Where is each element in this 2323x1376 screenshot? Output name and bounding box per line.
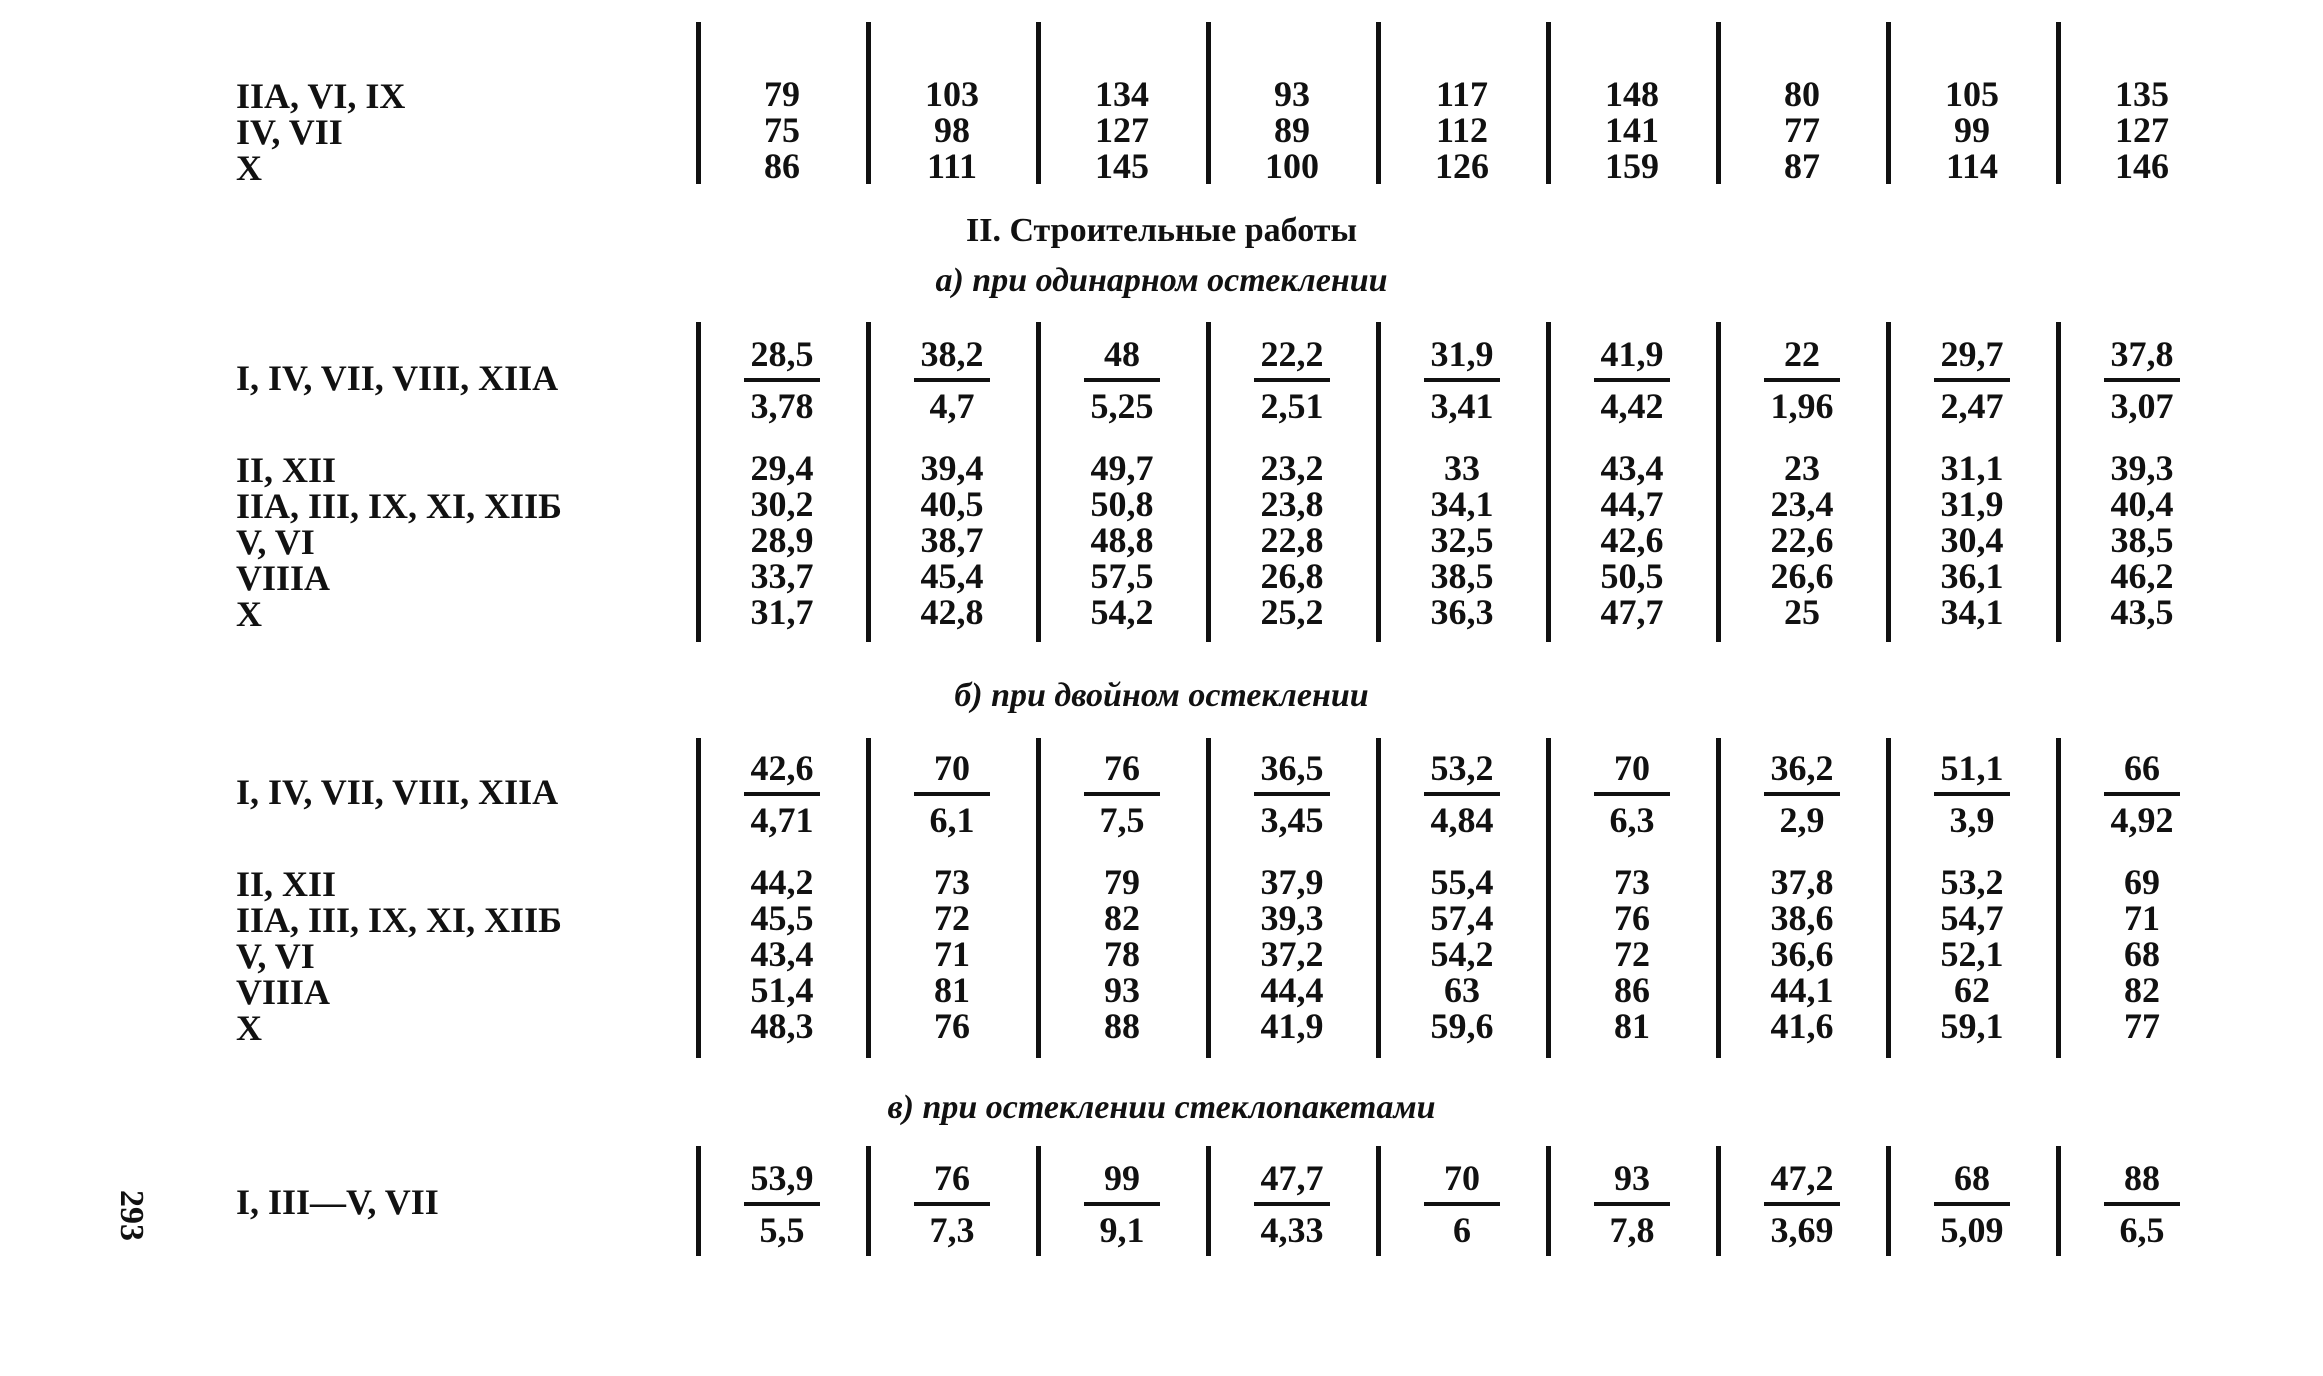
block-a-cell: 30,4 xyxy=(1940,520,2004,560)
block-c-fraction-bar xyxy=(1934,1202,2010,1206)
block-a-cell: 54,2 xyxy=(1090,592,1154,632)
block-b-fraction-denominator: 4,71 xyxy=(750,800,814,840)
block-a-cell: 29,4 xyxy=(750,448,814,488)
block-a-fraction-bar xyxy=(2104,378,2180,382)
block-a-column-rule xyxy=(1716,322,1721,642)
block-c-fraction-bar xyxy=(1254,1202,1330,1206)
block-a-fraction-denominator: 5,25 xyxy=(1090,386,1154,426)
block-a-cell: 32,5 xyxy=(1430,520,1494,560)
block-b-cell: 81 xyxy=(1614,1006,1650,1046)
top-block-cell: 86 xyxy=(764,146,800,186)
block-a-cell: 22,6 xyxy=(1770,520,1834,560)
block-a-column-rule xyxy=(696,322,701,642)
block-a-fraction-numerator: 29,7 xyxy=(1940,334,2004,374)
block-b-cell: 45,5 xyxy=(750,898,814,938)
block-a-cell: 23 xyxy=(1784,448,1820,488)
block-a-cell: 36,1 xyxy=(1940,556,2004,596)
top-block-cell: 79 xyxy=(764,74,800,114)
block-b-fraction-bar xyxy=(1934,792,2010,796)
block-b-cell: 55,4 xyxy=(1430,862,1494,902)
block-c-column-rule xyxy=(1036,1146,1041,1256)
block-b-fraction-numerator: 76 xyxy=(1104,748,1140,788)
block-b-cell: 52,1 xyxy=(1940,934,2004,974)
block-b-subtitle: б) при двойном остеклении xyxy=(954,677,1369,714)
block-a-cell: 44,7 xyxy=(1600,484,1664,524)
block-b-fraction-bar xyxy=(914,792,990,796)
block-b-cell: 72 xyxy=(934,898,970,938)
top-block-cell: 100 xyxy=(1265,146,1319,186)
top-block-cell: 99 xyxy=(1954,110,1990,150)
top-block-cell: 89 xyxy=(1274,110,1310,150)
block-b-fraction-numerator: 70 xyxy=(934,748,970,788)
block-b-cell: 62 xyxy=(1954,970,1990,1010)
block-a-fraction-numerator: 22 xyxy=(1784,334,1820,374)
block-a-column-rule xyxy=(1036,322,1041,642)
block-b-cell: 41,6 xyxy=(1770,1006,1834,1046)
block-b-fraction-bar xyxy=(1084,792,1160,796)
block-a-cell: 23,8 xyxy=(1260,484,1324,524)
block-c-column-rule xyxy=(1376,1146,1381,1256)
block-a-fraction-denominator: 3,78 xyxy=(750,386,814,426)
block-c-fraction-numerator: 99 xyxy=(1104,1158,1140,1198)
block-a-cell: 42,8 xyxy=(920,592,984,632)
top-block-cell: 105 xyxy=(1945,74,1999,114)
block-a-cell: 31,1 xyxy=(1940,448,2004,488)
block-b-cell: 44,2 xyxy=(750,862,814,902)
block-b-cell: 53,2 xyxy=(1940,862,2004,902)
block-b-fraction-denominator: 3,9 xyxy=(1949,800,1995,840)
block-a-fraction-denominator: 4,42 xyxy=(1600,386,1664,426)
block-b-cell: 43,4 xyxy=(750,934,814,974)
block-a-cell: 50,8 xyxy=(1090,484,1154,524)
block-a-cell: 57,5 xyxy=(1090,556,1154,596)
block-b-cell: 76 xyxy=(934,1006,970,1046)
block-a-row-label: V, VI xyxy=(236,522,315,562)
top-block-cell: 103 xyxy=(925,74,979,114)
block-a-fraction-numerator: 48 xyxy=(1104,334,1140,374)
page-number: 293 xyxy=(113,1190,150,1241)
top-block-row-label: IIA, VI, IX xyxy=(236,76,406,116)
block-b-row-label: V, VI xyxy=(236,936,315,976)
block-b-fraction-denominator: 6,3 xyxy=(1609,800,1655,840)
block-c-fraction-label: I, III—V, VII xyxy=(236,1182,439,1222)
block-b-cell: 79 xyxy=(1104,862,1140,902)
block-a-cell: 43,5 xyxy=(2110,592,2174,632)
top-block-cell: 93 xyxy=(1274,74,1310,114)
top-block-column-rule xyxy=(1716,22,1721,184)
block-c-fraction-denominator: 3,69 xyxy=(1770,1210,1834,1250)
block-b-cell: 71 xyxy=(934,934,970,974)
block-b-cell: 76 xyxy=(1614,898,1650,938)
block-a-cell: 38,5 xyxy=(2110,520,2174,560)
block-b-cell: 71 xyxy=(2124,898,2160,938)
block-a-row-label: X xyxy=(236,594,262,634)
block-a-cell: 26,6 xyxy=(1770,556,1834,596)
block-b-column-rule xyxy=(696,738,701,1058)
block-b-fraction-bar xyxy=(1424,792,1500,796)
block-a-row-label: IIA, III, IX, XI, XIIБ xyxy=(236,486,562,526)
block-a-cell: 49,7 xyxy=(1090,448,1154,488)
block-b-cell: 51,4 xyxy=(750,970,814,1010)
block-b-fraction-bar xyxy=(1254,792,1330,796)
block-b-fraction-numerator: 53,2 xyxy=(1430,748,1494,788)
block-b-cell: 44,1 xyxy=(1770,970,1834,1010)
block-c-fraction-denominator: 7,8 xyxy=(1609,1210,1655,1250)
block-c-fraction-bar xyxy=(1764,1202,1840,1206)
block-b-cell: 59,1 xyxy=(1940,1006,2004,1046)
block-a-cell: 48,8 xyxy=(1090,520,1154,560)
block-a-fraction-bar xyxy=(1764,378,1840,382)
block-c-fraction-numerator: 88 xyxy=(2124,1158,2160,1198)
block-b-cell: 69 xyxy=(2124,862,2160,902)
block-b-cell: 48,3 xyxy=(750,1006,814,1046)
top-block-cell: 141 xyxy=(1605,110,1659,150)
top-block-cell: 148 xyxy=(1605,74,1659,114)
block-a-cell: 33 xyxy=(1444,448,1480,488)
top-block-cell: 75 xyxy=(764,110,800,150)
top-block-cell: 127 xyxy=(1095,110,1149,150)
top-block-column-rule xyxy=(1886,22,1891,184)
block-b-cell: 73 xyxy=(934,862,970,902)
block-b-cell: 93 xyxy=(1104,970,1140,1010)
block-b-cell: 88 xyxy=(1104,1006,1140,1046)
block-a-cell: 50,5 xyxy=(1600,556,1664,596)
block-b-column-rule xyxy=(1376,738,1381,1058)
block-c-fraction-numerator: 47,7 xyxy=(1260,1158,1324,1198)
block-b-fraction-numerator: 70 xyxy=(1614,748,1650,788)
block-b-cell: 68 xyxy=(2124,934,2160,974)
block-c-fraction-denominator: 5,5 xyxy=(759,1210,805,1250)
block-c-fraction-numerator: 68 xyxy=(1954,1158,1990,1198)
block-b-fraction-denominator: 7,5 xyxy=(1099,800,1145,840)
top-block-cell: 114 xyxy=(1945,146,1998,186)
top-block-cell: 135 xyxy=(2115,74,2169,114)
block-a-cell: 31,7 xyxy=(750,592,814,632)
block-b-fraction-denominator: 2,9 xyxy=(1779,800,1825,840)
block-b-fraction-numerator: 36,5 xyxy=(1260,748,1324,788)
top-block-row-label: IV, VII xyxy=(236,112,343,152)
block-b-cell: 54,2 xyxy=(1430,934,1494,974)
block-a-cell: 47,7 xyxy=(1600,592,1664,632)
block-b-column-rule xyxy=(1546,738,1551,1058)
block-b-fraction-bar xyxy=(744,792,820,796)
block-a-column-rule xyxy=(1376,322,1381,642)
block-a-cell: 36,3 xyxy=(1430,592,1494,632)
block-a-cell: 39,4 xyxy=(920,448,984,488)
block-b-cell: 38,6 xyxy=(1770,898,1834,938)
block-b-row-label: II, XII xyxy=(236,864,337,904)
top-block-column-rule xyxy=(866,22,871,184)
block-a-cell: 38,7 xyxy=(920,520,984,560)
block-a-cell: 23,4 xyxy=(1770,484,1834,524)
block-a-fraction-label: I, IV, VII, VIII, XIIA xyxy=(236,358,559,398)
block-b-cell: 73 xyxy=(1614,862,1650,902)
block-a-fraction-denominator: 2,47 xyxy=(1940,386,2004,426)
block-a-cell: 30,2 xyxy=(750,484,814,524)
block-a-column-rule xyxy=(1886,322,1891,642)
block-b-row-label: VIIIA xyxy=(236,972,331,1012)
block-a-row-label: VIIIA xyxy=(236,558,331,598)
block-c-fraction-denominator: 4,33 xyxy=(1260,1210,1324,1250)
block-b-fraction-numerator: 51,1 xyxy=(1940,748,2004,788)
block-b-cell: 59,6 xyxy=(1430,1006,1494,1046)
block-a-column-rule xyxy=(2056,322,2061,642)
block-b-cell: 72 xyxy=(1614,934,1650,974)
block-a-cell: 42,6 xyxy=(1600,520,1664,560)
block-b-cell: 54,7 xyxy=(1940,898,2004,938)
block-a-cell: 38,5 xyxy=(1430,556,1494,596)
block-b-column-rule xyxy=(866,738,871,1058)
block-b-fraction-bar xyxy=(1594,792,1670,796)
top-block-cell: 146 xyxy=(2115,146,2169,186)
block-a-cell: 23,2 xyxy=(1260,448,1324,488)
block-a-cell: 34,1 xyxy=(1940,592,2004,632)
block-a-fraction-denominator: 3,07 xyxy=(2110,386,2174,426)
block-a-column-rule xyxy=(1206,322,1211,642)
block-a-cell: 26,8 xyxy=(1260,556,1324,596)
block-a-fraction-numerator: 37,8 xyxy=(2110,334,2174,374)
block-c-column-rule xyxy=(1716,1146,1721,1256)
block-b-fraction-denominator: 6,1 xyxy=(929,800,975,840)
block-a-cell: 39,3 xyxy=(2110,448,2174,488)
block-a-fraction-bar xyxy=(1084,378,1160,382)
block-c-fraction-denominator: 7,3 xyxy=(929,1210,975,1250)
block-c-column-rule xyxy=(1886,1146,1891,1256)
block-a-fraction-numerator: 22,2 xyxy=(1260,334,1324,374)
block-b-cell: 39,3 xyxy=(1260,898,1324,938)
top-block-column-rule xyxy=(1036,22,1041,184)
block-a-fraction-numerator: 31,9 xyxy=(1430,334,1494,374)
block-b-fraction-label: I, IV, VII, VIII, XIIA xyxy=(236,772,559,812)
block-a-fraction-denominator: 2,51 xyxy=(1260,386,1324,426)
block-a-cell: 33,7 xyxy=(750,556,814,596)
block-a-fraction-bar xyxy=(744,378,820,382)
block-b-cell: 57,4 xyxy=(1430,898,1494,938)
block-c-fraction-numerator: 93 xyxy=(1614,1158,1650,1198)
block-c-fraction-bar xyxy=(2104,1202,2180,1206)
block-a-cell: 31,9 xyxy=(1940,484,2004,524)
top-block-cell: 112 xyxy=(1435,110,1488,150)
block-c-fraction-bar xyxy=(1084,1202,1160,1206)
block-c-fraction-numerator: 47,2 xyxy=(1770,1158,1834,1198)
block-b-cell: 37,2 xyxy=(1260,934,1324,974)
block-b-column-rule xyxy=(1886,738,1891,1058)
block-c-subtitle: в) при остеклении стеклопакетами xyxy=(887,1089,1436,1126)
block-b-cell: 36,6 xyxy=(1770,934,1834,974)
top-block-column-rule xyxy=(1206,22,1211,184)
block-b-cell: 37,9 xyxy=(1260,862,1324,902)
block-c-fraction-denominator: 5,09 xyxy=(1940,1210,2004,1250)
top-block-column-rule xyxy=(2056,22,2061,184)
block-a-fraction-denominator: 3,41 xyxy=(1430,386,1494,426)
block-a-cell: 46,2 xyxy=(2110,556,2174,596)
block-b-cell: 63 xyxy=(1444,970,1480,1010)
block-b-column-rule xyxy=(1716,738,1721,1058)
top-block-cell: 98 xyxy=(934,110,970,150)
block-b-fraction-denominator: 3,45 xyxy=(1260,800,1324,840)
block-c-column-rule xyxy=(1546,1146,1551,1256)
block-c-fraction-numerator: 70 xyxy=(1444,1158,1480,1198)
top-block-column-rule xyxy=(1546,22,1551,184)
block-a-cell: 40,4 xyxy=(2110,484,2174,524)
block-a-column-rule xyxy=(1546,322,1551,642)
block-b-fraction-bar xyxy=(2104,792,2180,796)
block-b-column-rule xyxy=(1036,738,1041,1058)
block-b-cell: 44,4 xyxy=(1260,970,1324,1010)
block-b-fraction-denominator: 4,84 xyxy=(1430,800,1494,840)
block-b-cell: 82 xyxy=(2124,970,2160,1010)
block-c-column-rule xyxy=(866,1146,871,1256)
top-block-column-rule xyxy=(696,22,701,184)
block-b-column-rule xyxy=(2056,738,2061,1058)
top-block-cell: 159 xyxy=(1605,146,1659,186)
block-a-cell: 22,8 xyxy=(1260,520,1324,560)
block-a-fraction-denominator: 1,96 xyxy=(1770,386,1834,426)
top-block-cell: 77 xyxy=(1784,110,1820,150)
block-c-fraction-bar xyxy=(744,1202,820,1206)
block-c-fraction-bar xyxy=(1424,1202,1500,1206)
block-b-fraction-numerator: 42,6 xyxy=(750,748,814,788)
top-block-cell: 111 xyxy=(926,146,978,186)
block-c-fraction-denominator: 6,5 xyxy=(2119,1210,2165,1250)
block-c-column-rule xyxy=(2056,1146,2061,1256)
block-a-fraction-numerator: 38,2 xyxy=(920,334,984,374)
block-b-fraction-bar xyxy=(1764,792,1840,796)
block-b-cell: 86 xyxy=(1614,970,1650,1010)
block-c-fraction-denominator: 9,1 xyxy=(1099,1210,1145,1250)
top-block-cell: 80 xyxy=(1784,74,1820,114)
top-block-column-rule xyxy=(1376,22,1381,184)
block-b-fraction-numerator: 66 xyxy=(2124,748,2160,788)
block-a-column-rule xyxy=(866,322,871,642)
block-a-cell: 45,4 xyxy=(920,556,984,596)
section-title: II. Строительные работы xyxy=(965,212,1358,249)
block-a-fraction-bar xyxy=(1934,378,2010,382)
block-b-cell: 78 xyxy=(1104,934,1140,974)
top-block-cell: 126 xyxy=(1435,146,1489,186)
block-b-cell: 37,8 xyxy=(1770,862,1834,902)
top-block-cell: 87 xyxy=(1784,146,1820,186)
block-b-column-rule xyxy=(1206,738,1211,1058)
block-b-row-label: X xyxy=(236,1008,262,1048)
block-b-fraction-denominator: 4,92 xyxy=(2110,800,2174,840)
top-block-row-label: X xyxy=(236,148,262,188)
block-a-fraction-bar xyxy=(914,378,990,382)
block-b-cell: 81 xyxy=(934,970,970,1010)
block-a-fraction-numerator: 28,5 xyxy=(750,334,814,374)
block-a-fraction-numerator: 41,9 xyxy=(1600,334,1664,374)
block-a-row-label: II, XII xyxy=(236,450,337,490)
block-a-fraction-denominator: 4,7 xyxy=(929,386,975,426)
block-c-fraction-numerator: 76 xyxy=(934,1158,970,1198)
top-block-cell: 145 xyxy=(1095,146,1149,186)
block-a-fraction-bar xyxy=(1594,378,1670,382)
block-a-subtitle: а) при одинарном остеклении xyxy=(935,262,1388,299)
block-c-fraction-bar xyxy=(1594,1202,1670,1206)
block-a-cell: 43,4 xyxy=(1600,448,1664,488)
block-a-cell: 34,1 xyxy=(1430,484,1494,524)
top-block-cell: 127 xyxy=(2115,110,2169,150)
block-b-fraction-numerator: 36,2 xyxy=(1770,748,1834,788)
top-block-cell: 117 xyxy=(1435,74,1488,114)
block-a-cell: 40,5 xyxy=(920,484,984,524)
block-a-fraction-bar xyxy=(1254,378,1330,382)
block-a-cell: 25,2 xyxy=(1260,592,1324,632)
block-b-cell: 77 xyxy=(2124,1006,2160,1046)
block-c-fraction-numerator: 53,9 xyxy=(750,1158,814,1198)
block-c-fraction-bar xyxy=(914,1202,990,1206)
block-c-fraction-denominator: 6 xyxy=(1453,1210,1471,1250)
block-b-cell: 41,9 xyxy=(1260,1006,1324,1046)
block-a-fraction-bar xyxy=(1424,378,1500,382)
block-c-column-rule xyxy=(1206,1146,1211,1256)
block-b-cell: 82 xyxy=(1104,898,1140,938)
block-a-cell: 25 xyxy=(1784,592,1820,632)
block-c-column-rule xyxy=(696,1146,701,1256)
block-b-row-label: IIA, III, IX, XI, XIIБ xyxy=(236,900,562,940)
block-a-cell: 28,9 xyxy=(750,520,814,560)
top-block-cell: 134 xyxy=(1095,74,1149,114)
